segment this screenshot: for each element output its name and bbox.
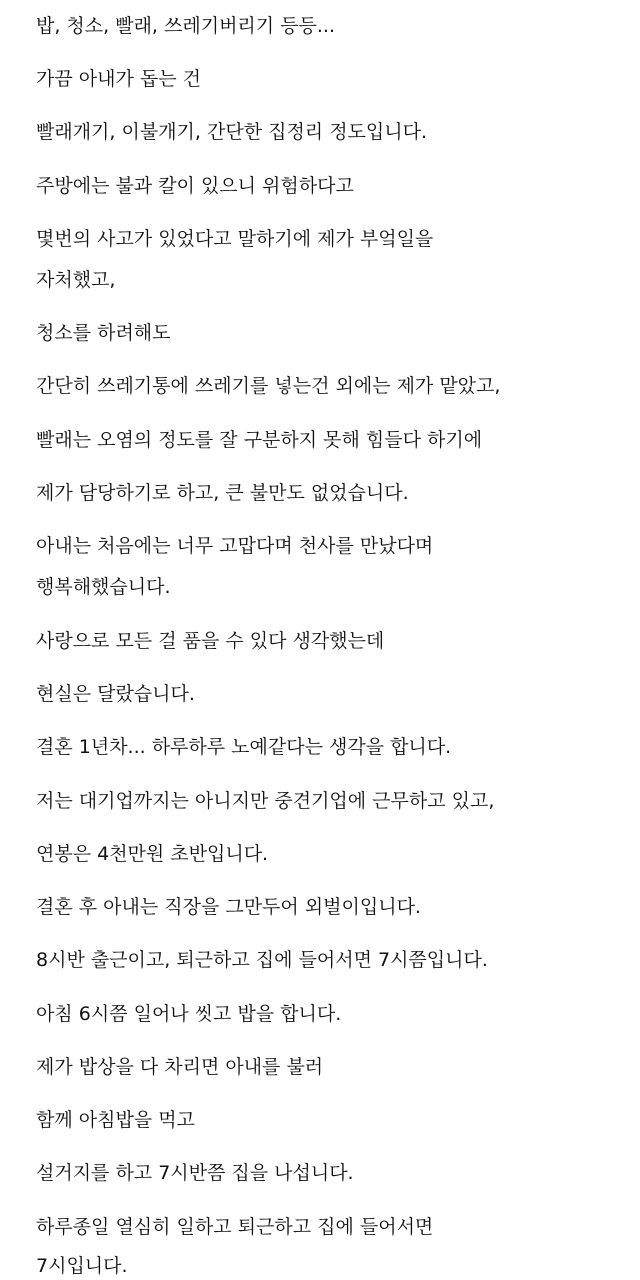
text-line: 제가 밥상을 다 차리면 아내를 불러 — [36, 1056, 324, 1078]
text-line: 결혼 후 아내는 직장을 그만두어 외벌이입니다. — [36, 896, 421, 918]
text-line: 가끔 아내가 돕는 건 — [36, 68, 201, 90]
text-line: 아내는 처음에는 너무 고맙다며 천사를 만났다며 — [36, 535, 434, 557]
text-line: 주방에는 불과 칼이 있으니 위험하다고 — [36, 175, 354, 197]
text-line: 설거지를 하고 7시반쯤 집을 나섭니다. — [36, 1162, 354, 1184]
text-line: 하루종일 열심히 일하고 퇴근하고 집에 들어서면 — [36, 1216, 434, 1238]
text-line: 사랑으로 모든 걸 품을 수 있다 생각했는데 — [36, 630, 385, 652]
text-line: 제가 담당하기로 하고, 큰 불만도 없었습니다. — [36, 482, 409, 504]
text-line: 현실은 달랐습니다. — [36, 683, 195, 705]
text-line: 아침 6시쯤 일어나 씻고 밥을 합니다. — [36, 1003, 342, 1025]
text-line: 자처했고, — [36, 269, 116, 291]
text-line: 밥, 청소, 빨래, 쓰레기버리기 등등... — [36, 15, 335, 37]
text-line: 빨래개기, 이불개기, 간단한 집정리 정도입니다. — [36, 121, 428, 143]
text-line: 8시반 출근이고, 퇴근하고 집에 들어서면 7시쯤입니다. — [36, 949, 488, 971]
text-line: 몇번의 사고가 있었다고 말하기에 제가 부엌일을 — [36, 228, 434, 250]
text-line: 행복해했습니다. — [36, 576, 171, 598]
text-line: 7시입니다. — [36, 1255, 128, 1277]
text-line: 함께 아침밥을 먹고 — [36, 1109, 195, 1131]
text-line: 연봉은 4천만원 초반입니다. — [36, 843, 269, 865]
text-line: 청소를 하려해도 — [36, 322, 171, 344]
text-line: 간단히 쓰레기통에 쓰레기를 넣는건 외에는 제가 맡았고, — [36, 375, 501, 397]
text-line: 결혼 1년차... 하루하루 노예같다는 생각을 합니다. — [36, 736, 452, 758]
text-line: 저는 대기업까지는 아니지만 중견기업에 근무하고 있고, — [36, 790, 495, 812]
text-line: 빨래는 오염의 정도를 잘 구분하지 못해 힘들다 하기에 — [36, 429, 483, 451]
